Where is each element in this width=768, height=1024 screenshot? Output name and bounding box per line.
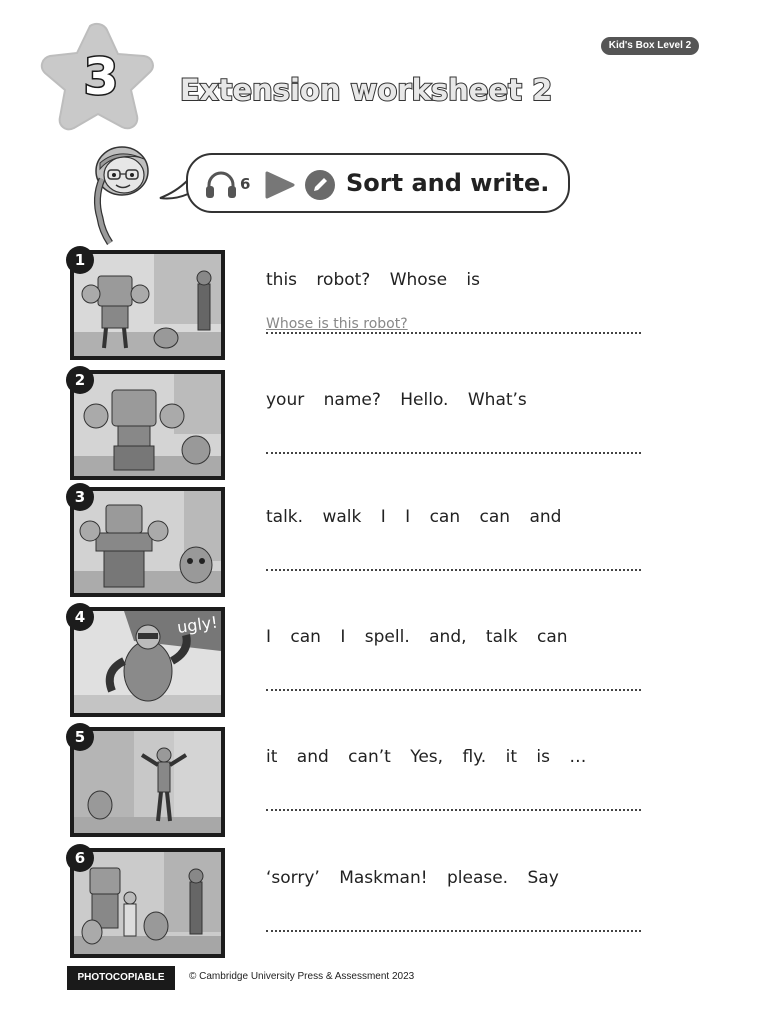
item-number-2: 2	[66, 366, 94, 394]
play-icon	[264, 170, 296, 200]
girl-character-icon	[88, 143, 158, 248]
jumbled-words-5: it and can’t Yes, fly. it is …	[266, 747, 587, 767]
jumbled-words-2: your name? Hello. What’s	[266, 390, 527, 410]
track-number: 6	[240, 175, 251, 193]
illustration-3	[74, 491, 221, 593]
picture-panel-2	[70, 370, 225, 480]
item-number-5: 5	[66, 723, 94, 751]
jumbled-words-1: this robot? Whose is	[266, 270, 481, 290]
answer-line-3[interactable]	[266, 567, 641, 571]
level-badge: Kid's Box Level 2	[601, 37, 699, 55]
illustration-6	[74, 852, 221, 954]
illustration-2	[74, 374, 221, 476]
picture-panel-6	[70, 848, 225, 958]
item-number-6: 6	[66, 844, 94, 872]
item-number-1: 1	[66, 246, 94, 274]
picture-panel-4	[70, 607, 225, 717]
jumbled-words-3: talk. walk I I can can and	[266, 507, 562, 527]
answer-line-6[interactable]	[266, 928, 641, 932]
jumbled-words-4: I can I spell. and, talk can	[266, 627, 568, 647]
illustration-5	[74, 731, 221, 833]
pencil-icon	[304, 169, 336, 201]
item-number-4: 4	[66, 603, 94, 631]
answer-line-4[interactable]	[266, 687, 641, 691]
picture-panel-1	[70, 250, 225, 360]
unit-number: 3	[83, 48, 119, 106]
answer-line-2[interactable]	[266, 450, 641, 454]
photocopiable-label: PHOTOCOPIABLE	[67, 966, 175, 990]
picture-caption: ugly!	[175, 612, 219, 637]
item-number-3: 3	[66, 483, 94, 511]
answer-line-5[interactable]	[266, 807, 641, 811]
instruction-text: Sort and write.	[346, 169, 550, 197]
headphones-icon	[204, 169, 238, 199]
illustration-4	[74, 611, 221, 713]
illustration-1	[74, 254, 221, 356]
copyright-text: © Cambridge University Press & Assessment 2023	[189, 971, 415, 982]
answer-line-1[interactable]	[266, 330, 641, 334]
example-answer: Whose is this robot?	[266, 316, 408, 332]
picture-panel-5	[70, 727, 225, 837]
page-title: Extension worksheet 2	[180, 73, 553, 107]
jumbled-words-6: ‘sorry’ Maskman! please. Say	[266, 868, 559, 888]
picture-panel-3	[70, 487, 225, 597]
